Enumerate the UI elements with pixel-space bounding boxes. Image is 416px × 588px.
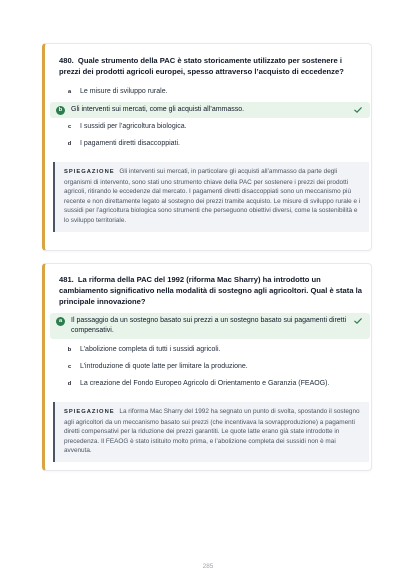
option-letter: b <box>67 346 72 353</box>
option-b[interactable] <box>59 345 365 355</box>
question-body: Quale strumento della PAC è stato storicamente utilizzato per sostenere i prezzi dei prodotti agricoli europei, spesso attraverso l’acquisto di eccedenze? <box>59 56 344 76</box>
question-text <box>59 55 365 77</box>
explanation-text: Gli interventi sui mercati, in particolare gli acquisti all’ammasso da parte degli organismi di intervento, sono stati uno strumento chiave della PAC per sostenere i prezzi dei prodotti agricoli, ritirando le eccedenze dal mercato. I pagamenti diretti disaccoppiati sono un meccanismo più recente e non direttamente legato al sostegno dei prezzi tramite acquisto. Le misure di sviluppo rurale e i sussidi per l’agricoltura biologica sono strumenti che perseguono obiettivi diversi, come la sostenibilità e lo sviluppo territoriale. <box>64 168 361 224</box>
option-letter: a <box>56 317 65 326</box>
option-text: L’introduzione di quote latte per limitare la produzione. <box>80 363 248 370</box>
option-c[interactable] <box>59 122 365 132</box>
question-card-480 <box>42 43 372 251</box>
option-text: La creazione del Fondo Europeo Agricolo di Orientamento e Garanzia (FEAOG). <box>80 380 330 387</box>
explanation-box <box>53 162 369 232</box>
page-number: 285 <box>202 563 214 570</box>
option-letter: a <box>67 88 72 95</box>
question-card-481 <box>42 263 372 471</box>
option-text: I sussidi per l’agricoltura biologica. <box>80 123 187 130</box>
option-letter: c <box>67 123 72 130</box>
explanation-label: SPIEGAZIONE <box>64 169 115 175</box>
option-text: I pagamenti diretti disaccoppiati. <box>80 140 180 147</box>
option-text: Le misure di sviluppo rurale. <box>80 88 168 95</box>
question-number: 481. <box>59 275 74 284</box>
option-d[interactable] <box>59 379 365 389</box>
check-icon <box>354 318 362 324</box>
option-text: Il passaggio da un sostegno basato sui prezzi a un sostegno basato sui pagamenti diretti compensativi. <box>71 317 347 334</box>
option-d[interactable] <box>59 139 365 149</box>
option-text: Gli interventi sui mercati, come gli acquisti all’ammasso. <box>71 106 245 113</box>
option-a-correct[interactable] <box>50 313 370 339</box>
explanation-label: SPIEGAZIONE <box>64 409 115 415</box>
check-icon <box>354 107 362 113</box>
option-letter: d <box>67 380 72 387</box>
question-number: 480. <box>59 56 74 65</box>
question-text <box>59 274 365 307</box>
question-body: La riforma della PAC del 1992 (riforma Mac Sharry) ha introdotto un cambiamento significativo nella modalità di sostegno agli agricoltori. Qual è stata la principale innovazione? <box>59 275 362 306</box>
option-a[interactable] <box>59 87 365 97</box>
option-text: L’abolizione completa di tutti i sussidi agricoli. <box>80 346 221 353</box>
option-c[interactable] <box>59 362 365 372</box>
explanation-box <box>53 402 369 462</box>
option-letter: d <box>67 140 72 147</box>
option-letter: b <box>56 106 65 115</box>
explanation-text: La riforma Mac Sharry del 1992 ha segnato un punto di svolta, spostando il sostegno agli agricoltori da un meccanismo basato sui prezzi (che incentivava la sovrapproduzione) a pagamenti diretti compensativi per la riduzione dei prezzi garantiti. Le quote latte erano già state introdotte in precedenza. Il FEAOG è stato istituito molto prima, e l’abolizione completa dei sussidi non è mai avvenuta. <box>64 408 360 455</box>
option-letter: c <box>67 363 72 370</box>
option-b-correct[interactable] <box>50 102 370 118</box>
